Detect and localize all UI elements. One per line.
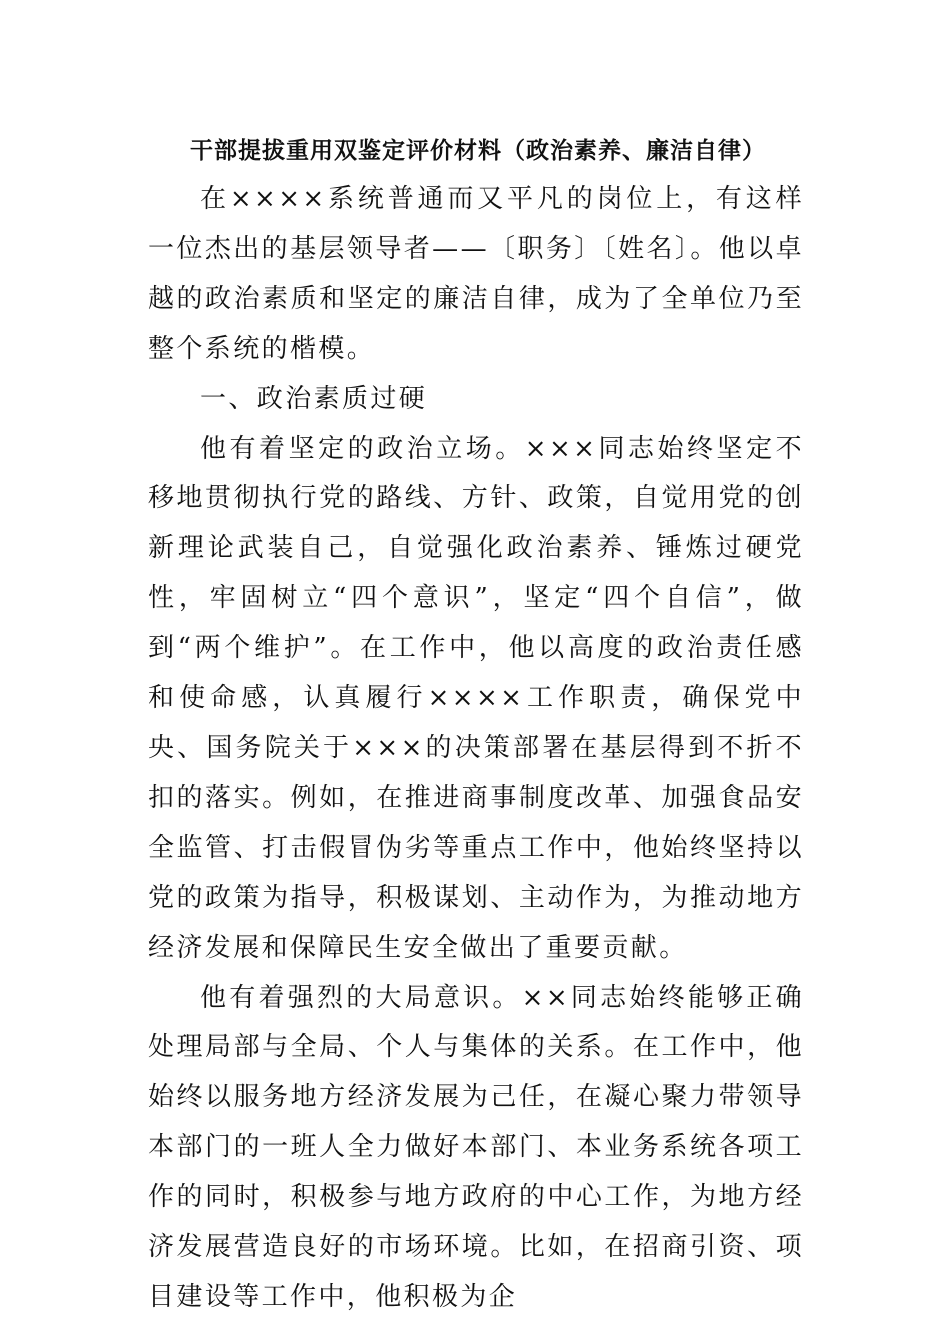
paragraph-political-stance: 他有着坚定的政治立场。×××同志始终坚定不移地贯彻执行党的路线、方针、政策，自觉用党的创新理论武装自己，自觉强化政治素养、锤炼过硬党性，牢固树立“四个意识”，坚定“四个自信”，做到“两个维护”。在工作中，他以高度的政治责任感和使命感，认真履行××××工作职责，确保党中央、国务院关于×××的决策部署在基层得到不折不扣的落实。例如，在推进商事制度改革、加强食品安全监管、打击假冒伪劣等重点工作中，他始终坚持以党的政策为指导，积极谋划、主动作为，为推动地方经济发展和保障民生安全做出了重要贡献。 bbox=[148, 433, 804, 963]
section-heading-political-quality: 一、政治素质过硬 bbox=[200, 383, 428, 414]
document-body bbox=[148, 175, 804, 1323]
document-title: 干部提拔重用双鉴定评价材料（政治素养、廉洁自律） bbox=[190, 137, 766, 164]
paragraph-overall-awareness: 他有着强烈的大局意识。××同志始终能够正确处理局部与全局、个人与集体的关系。在工作中，他始终以服务地方经济发展为己任，在凝心聚力带领导本部门的一班人全力做好本部门、本业务系统各项工作的同时，积极参与地方政府的中心工作，为地方经济发展营造良好的市场环境。比如，在招商引资、项目建设等工作中，他积极为企 bbox=[148, 982, 804, 1312]
paragraph-intro: 在××××系统普通而又平凡的岗位上，有这样一位杰出的基层领导者——〔职务〕〔姓名〕。他以卓越的政治素质和坚定的廉洁自律，成为了全单位乃至整个系统的楷模。 bbox=[148, 184, 804, 364]
